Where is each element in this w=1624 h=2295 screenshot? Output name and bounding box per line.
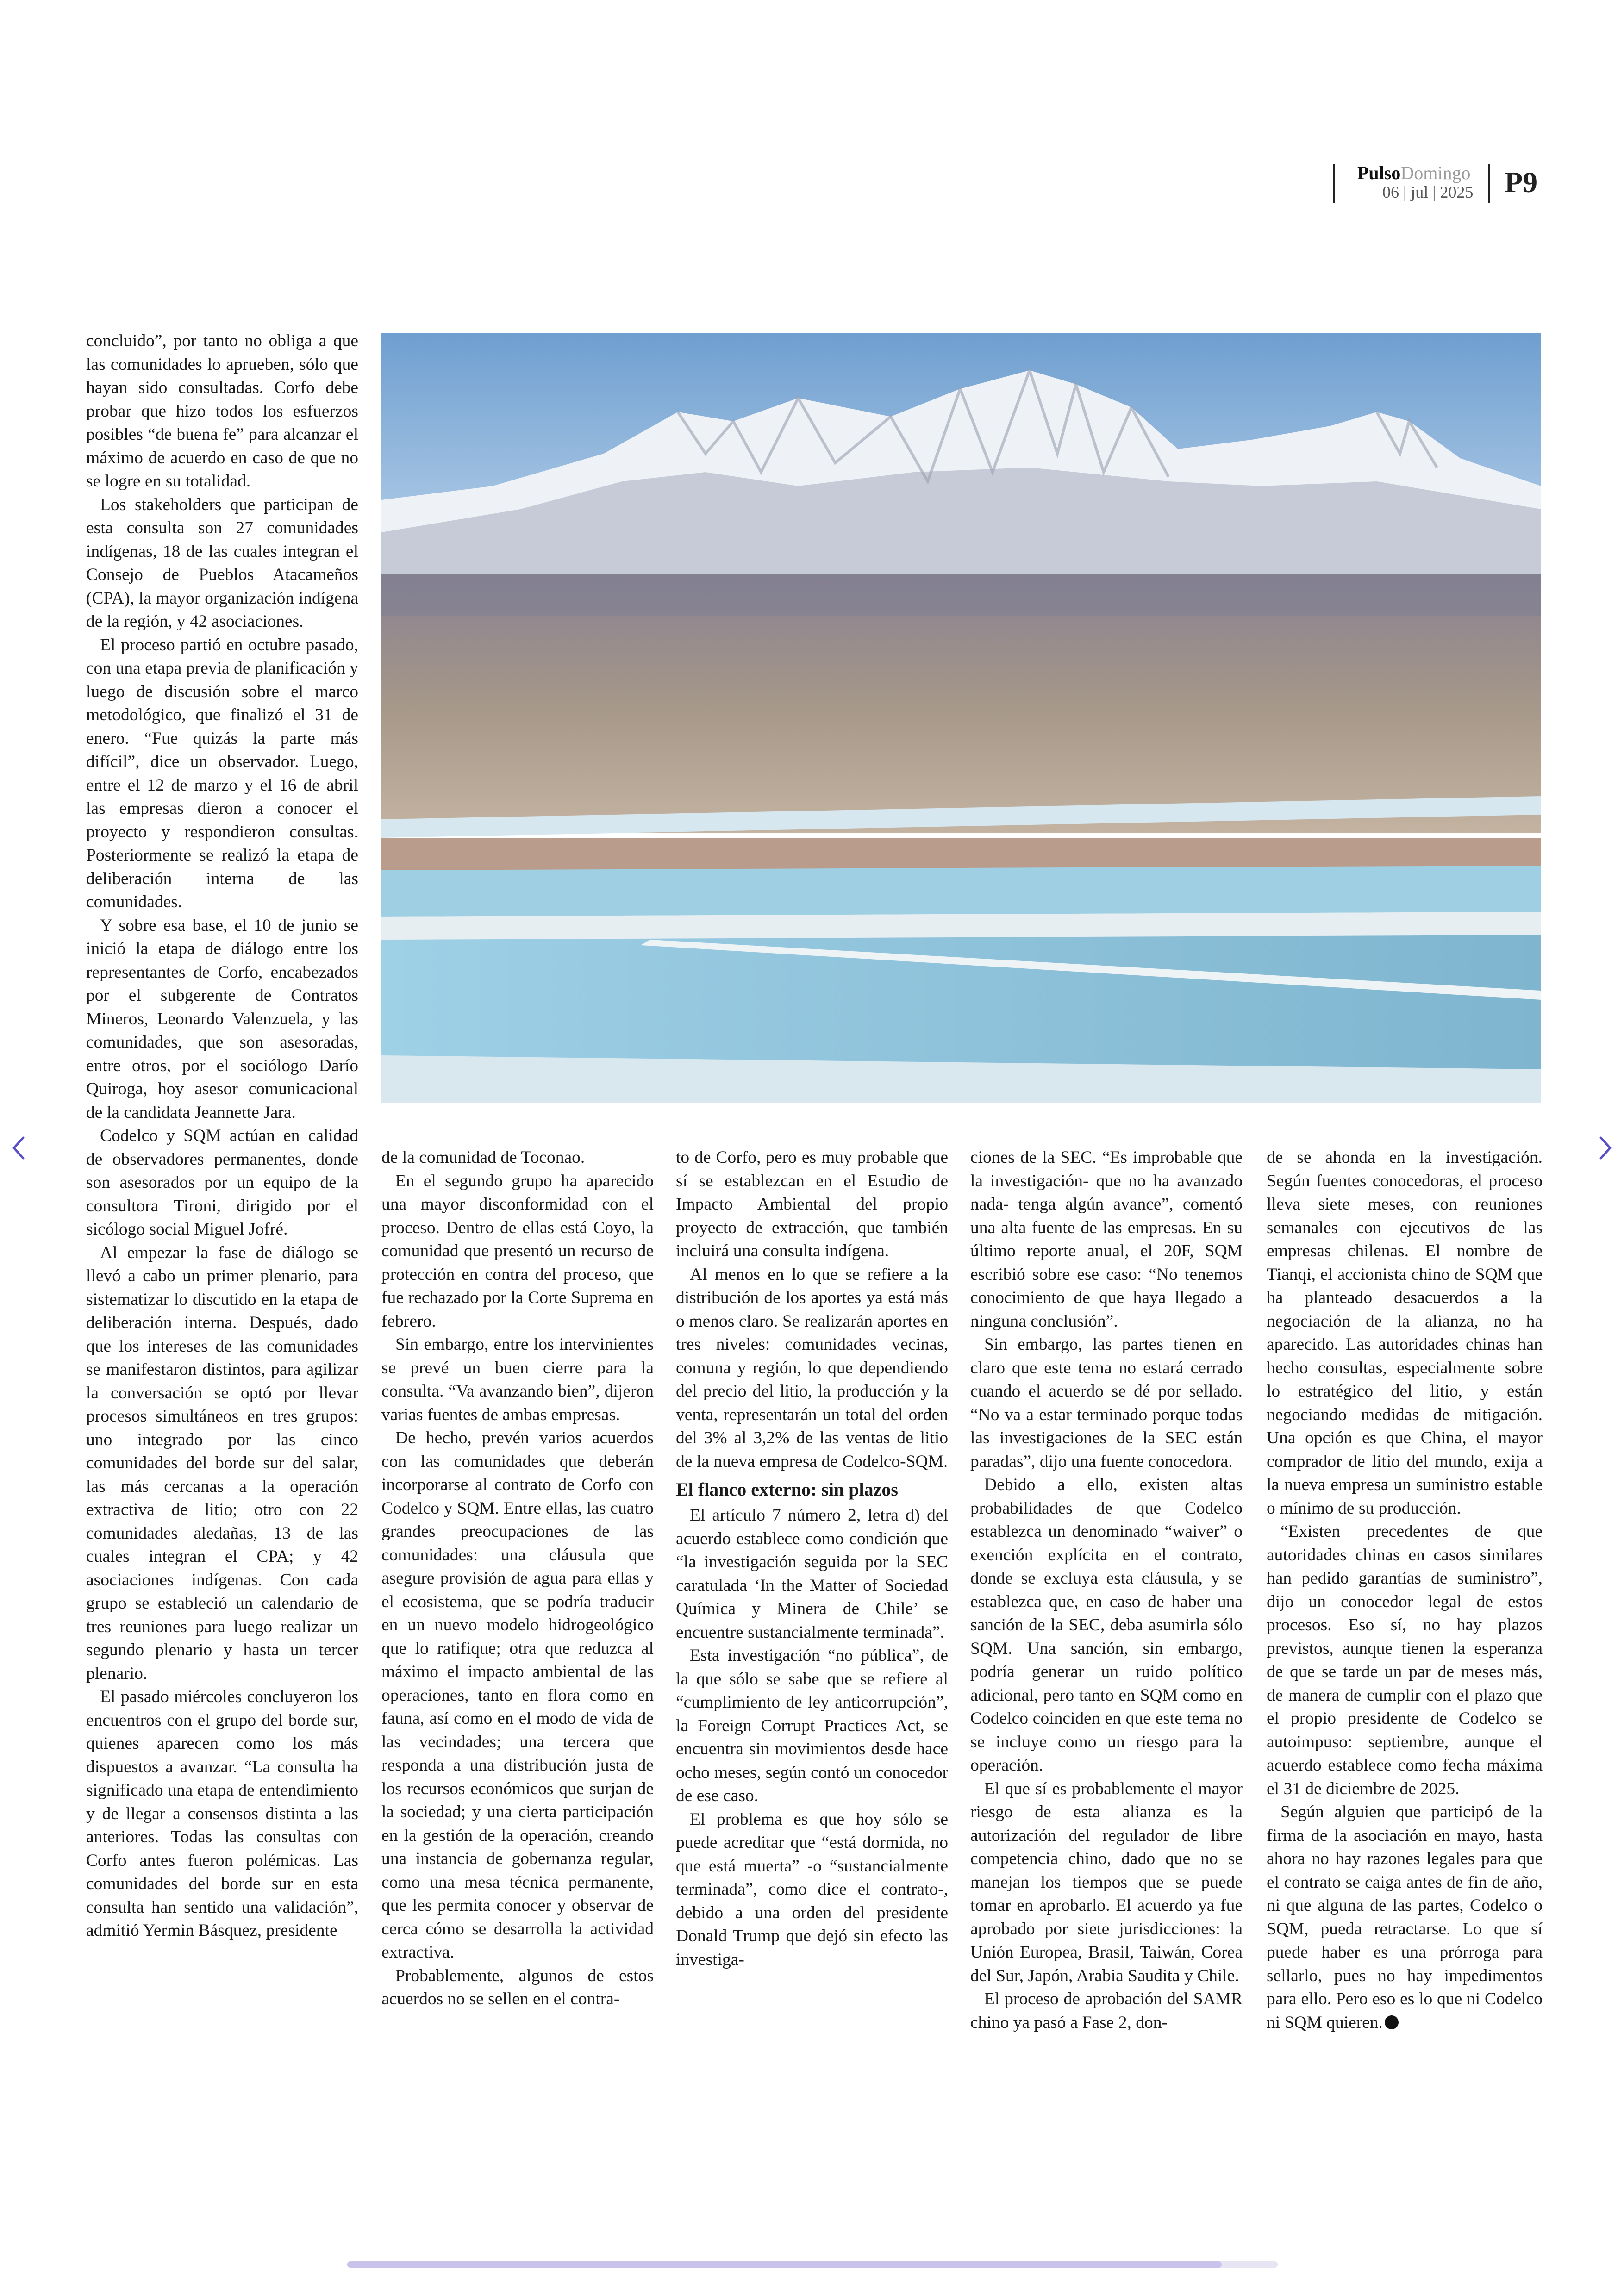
header-divider-left (1333, 164, 1335, 203)
paragraph: Sin embargo, entre los intervinientes se prevé un buen cierre para la consulta. “Va avanzando bien”, dijeron varias fuentes de ambas empresas. (381, 1335, 654, 1424)
paragraph (1267, 1801, 1543, 2034)
article-column-5 (1267, 1146, 1543, 2146)
paragraph: Al menos en lo que se refiere a la distribución de los aportes ya está más o menos claro. Se realizarán aportes en tres niveles: comunidades vecinas, comuna y región, lo que dependiendo del precio del litio, la producción y la venta, representarán un total del orden del 3% al 3,2% de las ventas de litio de la nueva empresa de Codelco-SQM. (676, 1265, 948, 1471)
paragraph: Esta investigación “no pública”, de la que sólo se sabe que se refiere al “cumplimiento de ley anticorrupción”, la Foreign Corrupt Practices Act, se encuentra sin movimientos desde hace ocho meses, según contó un conocedor de ese caso. (676, 1646, 948, 1805)
end-of-article-icon (1385, 2015, 1399, 2029)
chevron-right-icon (1592, 1129, 1619, 1166)
paragraph: El problema es que hoy sólo se puede acreditar que “está dormida, no que está muerta” -o “sustancialmente terminada”, como dice el contrato-, debido a una orden del presidente Donald Trump que dejó sin efecto las investiga- (676, 1809, 948, 1969)
article-column-4 (970, 1146, 1243, 2146)
paragraph: ciones de la SEC. “Es improbable que la investigación- que no ha avanzado nada- tenga algún avance”, comentó una alta fuente de las empresas. En su último reporte anual, el 20F, SQM escribió sobre ese caso: “No tenemos conocimiento de que haya llegado a ninguna conclusión”. (970, 1148, 1243, 1331)
issue-date: 06 | jul | 2025 (1382, 183, 1474, 201)
paragraph: to de Corfo, pero es muy probable que sí se establezcan en el Estudio de Impacto Ambiental del propio proyecto de extracción, que también incluirá una consulta indígena. (676, 1148, 948, 1260)
horizontal-scrollbar[interactable] (347, 2261, 1278, 2268)
photo-illustration (381, 333, 1541, 1103)
section-heading: El flanco externo: sin plazos (676, 1479, 898, 1500)
masthead (1333, 163, 1546, 206)
previous-page-button[interactable] (5, 1129, 32, 1166)
paragraph: El proceso partió en octubre pasado, con una etapa previa de planificación y luego de discusión sobre el marco metodológico, que finalizó el 31 de enero. “Fue quizás la parte más difícil”, dice un observador. Luego, entre el 12 de marzo y el 16 de abril las empresas dieron a conocer el proyecto y respondieron consultas. Posteriormente se realizó la etapa de deliberación interna de las comunidades. (86, 635, 358, 911)
paragraph: De hecho, prevén varios acuerdos con las comunidades que deberán incorporarse al contrato de Corfo con Codelco y SQM. Entre ellas, las cuatro grandes preocupaciones de las comunidades: una cláusula que asegure provisión de agua para ellas y el ecosistema, que se podría traducir en un nuevo modelo hidrogeológico que lo ratifique; otra que reduzca al máximo el impacto ambiental de las operaciones, tanto en flora como en fauna, así como en el modo de vida de las vecindades; una tercera que responda a una distribución justa de los recursos económicos que surjan de la sociedad; y una cierta participación en la gestión de la operación, creando una instancia de gobernanza regular, como una mesa técnica permanente, que les permita conocer y observar de cerca cómo se desarrolla la actividad extractiva. (381, 1428, 654, 1962)
publication-name-bold: Pulso (1357, 162, 1401, 183)
page-number: P9 (1505, 166, 1538, 199)
publication-name-light: Domingo (1400, 162, 1471, 183)
chevron-left-icon (5, 1129, 32, 1166)
paragraph: Codelco y SQM actúan en calidad de observadores permanentes, donde son asesorados por un equipo de la consultora Tironi, dirigido por el sicólogo social Miguel Jofré. (86, 1126, 358, 1239)
paragraph: Sin embargo, las partes tienen en claro que este tema no estará cerrado cuando el acuerdo se dé por sellado. “No va a estar terminado porque todas las investigaciones de la SEC están paradas”, dijo una fuente conocedora. (970, 1335, 1243, 1471)
paragraph: concluido”, por tanto no obliga a que las comunidades lo aprueben, sólo que hayan sido consultadas. Corfo debe probar que hizo todos los esfuerzos posibles “de buena fe” para alcanzar el máximo de acuerdo en caso de que no se logre en su totalidad. (86, 331, 358, 491)
paragraph: de la comunidad de Toconao. (381, 1148, 585, 1167)
paragraph: Al empezar la fase de diálogo se llevó a cabo un primer plenario, para sistematizar lo discutido en la etapa de deliberación interna. Después, dado que los intereses de las comunidades se manifestaron distintos, para agilizar la conversación se optó por llevar procesos simultáneos en tres grupos: uno integrado por las cinco comunidades del borde sur del salar, las más cercanas a la operación extractiva de litio; otro con 22 comunidades aledañas, 13 de las cuales integran el CPA; y 42 asociaciones indígenas. Con cada grupo se estableció un calendario de tres reuniones para luego realizar un segundo plenario y hasta un tercer plenario. (86, 1243, 358, 1683)
paragraph: En el segundo grupo ha aparecido una mayor disconformidad con el proceso. Dentro de ellas está Coyo, la comunidad que presentó un recurso de protección en contra del proceso, que fue rechazado por la Corte Suprema en febrero. (381, 1171, 654, 1331)
paragraph: Probablemente, algunos de estos acuerdos no se sellen en el contra- (381, 1966, 654, 2008)
paragraph: El artículo 7 número 2, letra d) del acuerdo establece como condición que “la investigación seguida por la SEC caratulada ‘In the Matter of Sociedad Química y Minera de Chile’ se encuentre sustancialmente terminada”. (676, 1506, 948, 1642)
paragraph-text: Según alguien que participó de la firma de la asociación en mayo, hasta ahora no hay razones legales para que el contrato se caiga antes de fin de año, ni que alguna de las partes, Codelco o SQM, pueda retractarse. Lo que sí puede haber es una prórroga para sellarlo, pues no hay impedimentos para ello. Pero eso es lo que ni Codelco ni SQM quieren. (1267, 1802, 1543, 2032)
article-column-1 (86, 330, 358, 2144)
article-column-2 (381, 1146, 654, 2146)
publication-name (1357, 163, 1470, 183)
header-divider-right (1488, 164, 1490, 203)
paragraph: El proceso de aprobación del SAMR chino ya pasó a Fase 2, don- (970, 1989, 1243, 2032)
paragraph: “Existen precedentes de que autoridades chinas en casos similares han pedido garantías de suministro”, dijo un conocedor legal de estos procesos. Eso sí, no hay plazos previstos, aunque tienen la esperanza de que se tarde un par de meses más, de manera de cumplir con el plazo que el propio presidente de Codelco se autoimpuso: septiembre, aunque el acuerdo establece como fecha máxima el 31 de diciembre de 2025. (1267, 1522, 1543, 1798)
next-page-button[interactable] (1592, 1129, 1619, 1166)
paragraph: Y sobre esa base, el 10 de junio se inició la etapa de diálogo entre los representantes de Corfo, encabezados por el subgerente de Contratos Mineros, Leonardo Valenzuela, y las comunidades, que son asesoradas, entre otros, por el sociólogo Darío Quiroga, hoy asesor comunicacional de la candidata Jeannette Jara. (86, 916, 358, 1122)
paragraph: de se ahonda en la investigación. Según fuentes conocedoras, el proceso lleva siete meses, con reuniones semanales con ejecutivos de las empresas chilenas. El nombre de Tianqi, el accionista chino de SQM que ha planteado desacuerdos a la negociación de la alianza, no ha aparecido. Las autoridades chinas han hecho consultas, especialmente sobre lo estratégico del litio, y están negociando medidas de mitigación. Una opción es que China, el mayor comprador de litio del mundo, exija a la nueva empresa un suministro estable o mínimo de su producción. (1267, 1148, 1543, 1518)
scrollbar-thumb[interactable] (347, 2261, 1222, 2268)
salt-flat-mountain-photo (381, 333, 1541, 1103)
paragraph: Debido a ello, existen altas probabilidades de que Codelco establezca un denominado “waiver” o exención explícita en el contrato, donde se excluya esta cláusula, y se establezca que, en caso de haber una sanción de la SEC, deba asumirla sólo SQM. Una sanción, sin embargo, podría generar un ruido político adicional, pero tanto en SQM como en Codelco coinciden en que este tema no se incluye como un riesgo para la operación. (970, 1475, 1243, 1775)
article-column-3 (676, 1146, 948, 2146)
paragraph: El pasado miércoles concluyeron los encuentros con el grupo del borde sur, quienes aparecen como los más dispuestos a avanzar. “La consulta ha significado una etapa de entendimiento y de llegar a consensos distinta a las anteriores. Todas las consultas con Corfo antes fueron polémicas. Las comunidades del borde sur en esta consulta han sentido una validación”, admitió Yermin Básquez, presidente (86, 1687, 358, 1940)
paragraph: Los stakeholders que participan de esta consulta son 27 comunidades indígenas, 18 de las cuales integran el Consejo de Pueblos Atacameños (CPA), la mayor organización indígena de la región, y 42 asociaciones. (86, 495, 358, 631)
paragraph: El que sí es probablemente el mayor riesgo de esta alianza es la autorización del regulador de libre competencia chino, dado que no se manejan los tiempos que se puede tomar en aprobarlo. El acuerdo ya fue aprobado por siete jurisdicciones: la Unión Europea, Brasil, Taiwán, Corea del Sur, Japón, Arabia Saudita y Chile. (970, 1779, 1243, 1985)
